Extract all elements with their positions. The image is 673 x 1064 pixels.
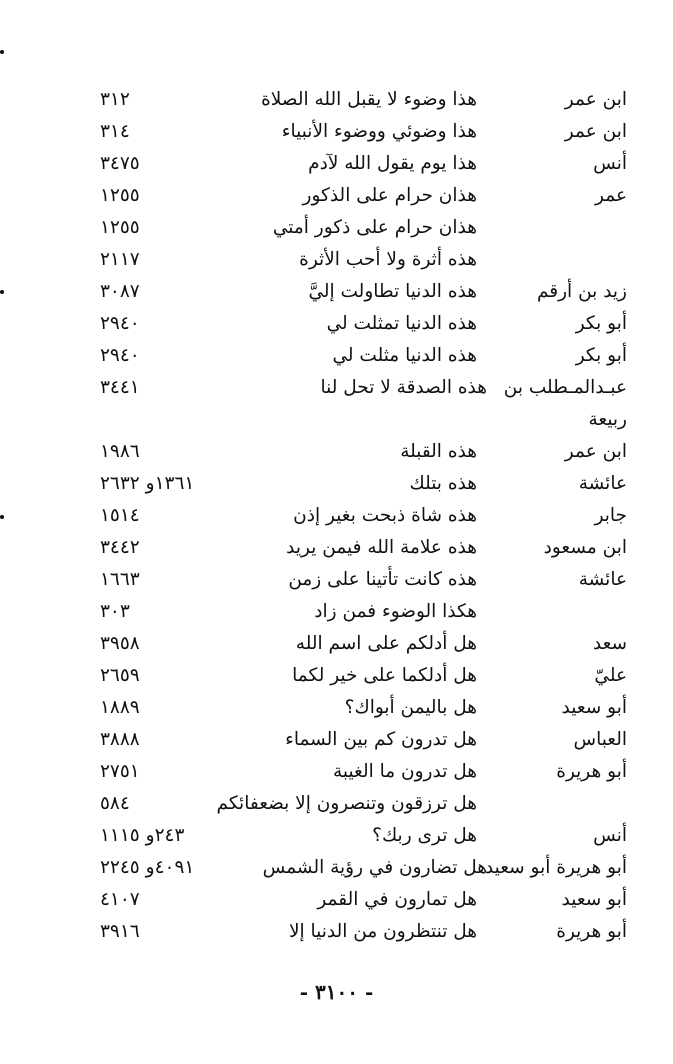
page-number: - ٣١٠٠ - (299, 980, 374, 1004)
narrator: أنس (593, 153, 627, 174)
hadith-number: ٤٠٩١و ٢٢٤٥ (100, 857, 195, 878)
narrator: أبو هريرة أبو سعيد (484, 857, 627, 878)
index-row (0, 596, 673, 628)
hadith-text: هل تنتظرون من الدنيا إلا (288, 921, 477, 942)
narrator: أبو بكر (575, 345, 627, 366)
index-row (0, 916, 673, 948)
hadith-text: هل باليمن أبواك؟ (344, 697, 477, 718)
hadith-number: ١٣٦١و ٢٦٣٢ (100, 473, 195, 494)
index-row (0, 724, 673, 756)
hadith-text: هذه شاة ذبحت بغير إذن (293, 505, 477, 526)
index-row (0, 532, 673, 564)
hadith-text: هل تدرون ما الغيبة (332, 761, 477, 782)
index-row (0, 148, 673, 180)
narrator: ابن عمر (564, 89, 627, 110)
index-row (0, 212, 673, 244)
index-row (0, 564, 673, 596)
hadith-number: ٢٦٥٩ (100, 665, 140, 686)
index-row (0, 116, 673, 148)
index-row (0, 692, 673, 724)
hadith-number: ٣٩٥٨ (100, 633, 140, 654)
hadith-text: هذه كانت تأتينا على زمن (288, 569, 477, 590)
index-row (0, 276, 673, 308)
hadith-text: هذا يوم يقول الله لآدم (308, 153, 477, 174)
narrator: أبو سعيد (561, 889, 627, 910)
narrator: عائشة (578, 569, 627, 590)
narrator: زيد بن أرقم (536, 281, 627, 302)
index-row (0, 468, 673, 500)
index-row (0, 660, 673, 692)
hadith-number: ٢٧٥١ (100, 761, 140, 782)
index-row (0, 884, 673, 916)
index-row (0, 852, 673, 884)
hadith-text: هل أدلكما على خير لكما (292, 665, 477, 686)
hadith-text: هذه القبلة (400, 441, 477, 462)
hadith-number: ٣٤٤٢ (100, 537, 140, 558)
index-row (0, 84, 673, 116)
hadith-text: هذه الدنيا مثلت لي (332, 345, 477, 366)
hadith-text: هذه الدنيا تطاولت إليَّ (308, 281, 477, 302)
narrator: ابن عمر (564, 441, 627, 462)
narrator: عليّ (594, 665, 627, 686)
hadith-text: هذه علامة الله فيمن يريد (286, 537, 477, 558)
index-row (0, 436, 673, 468)
narrator: أنس (593, 825, 627, 846)
hadith-number: ١٦٦٣ (100, 569, 140, 590)
hadith-text: هل تمارون في القمر (317, 889, 477, 910)
hadith-number: ٣٨٨٨ (100, 729, 140, 750)
narrator: سعد (592, 633, 627, 654)
hadith-text: هذه الصدقة لا تحل لنا (320, 377, 487, 398)
hadith-number: ٢١١٧ (100, 249, 140, 270)
narrator: أبو هريرة (556, 921, 627, 942)
narrator: جابر (594, 505, 627, 526)
index-row (0, 372, 673, 404)
hadith-text: هذان حرام على الذكور (302, 185, 477, 206)
index-row (0, 244, 673, 276)
index-row (0, 308, 673, 340)
hadith-text: هذه الدنيا تمثلت لي (326, 313, 477, 334)
hadith-text: هذه أثرة ولا أحب الأثرة (299, 249, 477, 270)
index-row (0, 788, 673, 820)
hadith-number: ٣١٤ (100, 121, 130, 142)
hadith-text: هذا وضوء لا يقبل الله الصلاة (261, 89, 477, 110)
index-row (0, 340, 673, 372)
hadith-number: ٣٤٧٥ (100, 153, 140, 174)
index-row (0, 628, 673, 660)
narrator: ابن مسعود (543, 537, 627, 558)
hadith-text: هل تضارون في رؤية الشمس (262, 857, 487, 878)
hadith-number: ١٩٨٦ (100, 441, 140, 462)
index-row-continuation (0, 404, 673, 436)
hadith-number: ٣٠٣ (100, 601, 130, 622)
narrator: عمر (595, 185, 627, 206)
hadith-number: ٣٠٨٧ (100, 281, 140, 302)
narrator: أبو هريرة (556, 761, 627, 782)
hadith-number: ٢٩٤٠ (100, 345, 140, 366)
narrator: ربيعة (588, 409, 627, 430)
hadith-text: هذا وضوئي ووضوء الأنبياء (281, 121, 477, 142)
hadith-number: ٢٤٣و ١١١٥ (100, 825, 185, 846)
hadith-text: هل ترى ربك؟ (372, 825, 477, 846)
hadith-text: هل ترزقون وتنصرون إلا بضعفائكم (216, 793, 477, 814)
narrator: أبو بكر (575, 313, 627, 334)
hadith-number: ٣١٢ (100, 89, 130, 110)
narrator: العباس (573, 729, 627, 750)
hadith-number: ٤١٠٧ (100, 889, 140, 910)
hadith-number: ١٢٥٥ (100, 185, 140, 206)
narrator: عائشة (578, 473, 627, 494)
margin-mark-top (0, 50, 4, 54)
hadith-text: هذان حرام على ذكور أمتي (272, 217, 477, 238)
hadith-text: هل أدلكم على اسم الله (295, 633, 477, 654)
hadith-number: ٢٩٤٠ (100, 313, 140, 334)
narrator: أبو سعيد (561, 697, 627, 718)
hadith-number: ٥٨٤ (100, 793, 130, 814)
hadith-number: ٣٤٤١ (100, 377, 140, 398)
index-row (0, 500, 673, 532)
hadith-number: ١٨٨٩ (100, 697, 140, 718)
hadith-text: هل تدرون كم بين السماء (285, 729, 477, 750)
index-row (0, 756, 673, 788)
hadith-text: هكذا الوضوء فمن زاد (314, 601, 477, 622)
narrator: ابن عمر (564, 121, 627, 142)
hadith-index-list (0, 84, 673, 948)
hadith-text: هذه بتلك (409, 473, 477, 494)
narrator: عبـدالمـطلب بن (503, 377, 627, 398)
index-row (0, 180, 673, 212)
hadith-number: ١٥١٤ (100, 505, 140, 526)
hadith-number: ١٢٥٥ (100, 217, 140, 238)
index-row (0, 820, 673, 852)
hadith-number: ٣٩١٦ (100, 921, 140, 942)
